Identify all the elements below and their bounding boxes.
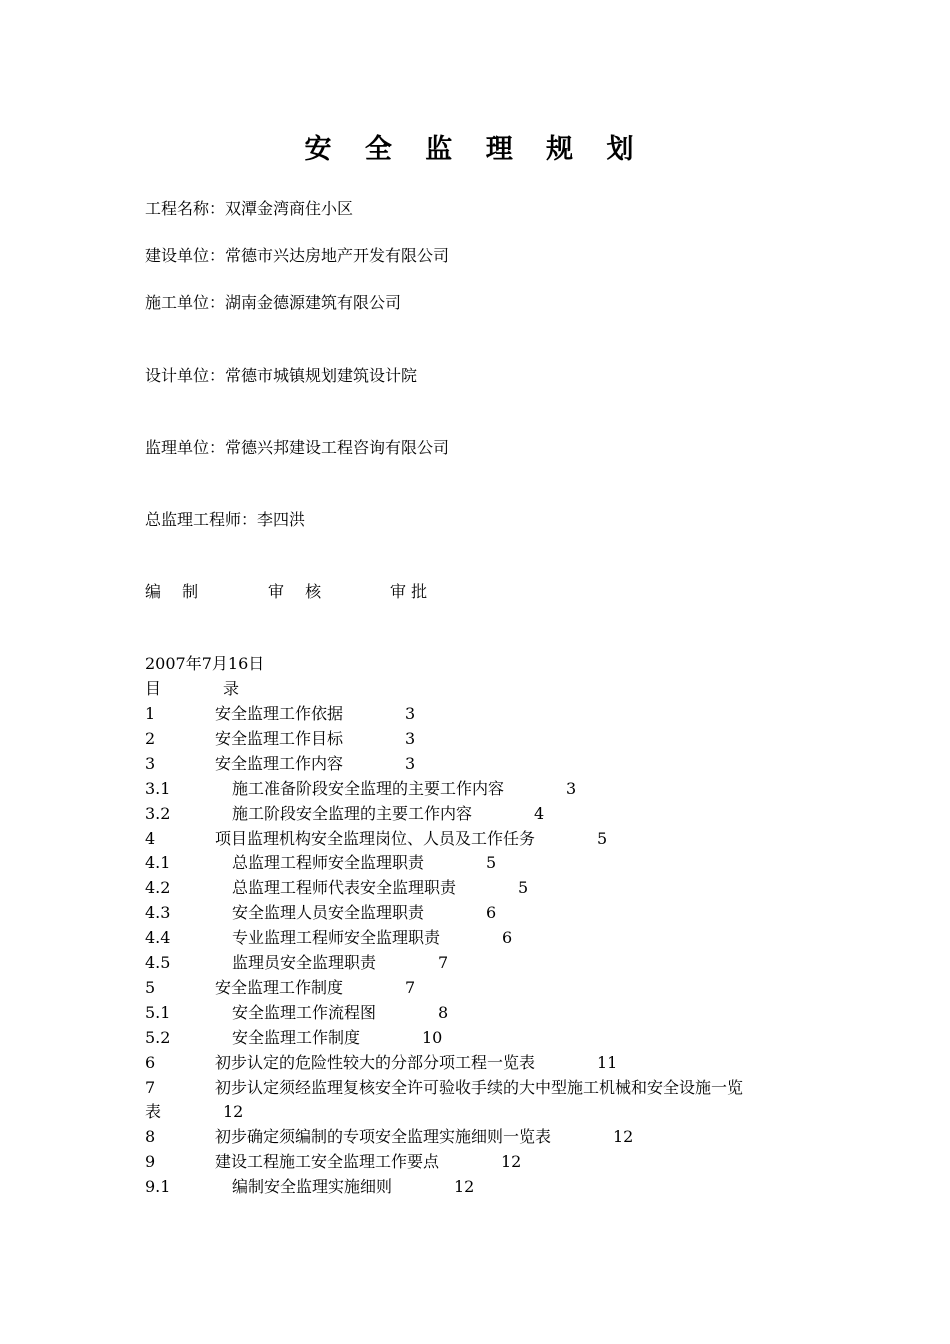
- toc-item-page: 10: [422, 1028, 443, 1047]
- toc-item-page: 6: [486, 903, 497, 922]
- signature-compile: 编 制: [145, 582, 199, 601]
- contractor-unit: 施工单位：湖南金德源建筑有限公司: [145, 293, 402, 312]
- toc-item-text: 编制安全监理实施细则: [232, 1177, 393, 1196]
- project-name: 工程名称：双潭金湾商住小区: [145, 199, 354, 218]
- chief-engineer: 总监理工程师：李四洪: [145, 510, 306, 529]
- toc-item-number: 8: [145, 1127, 156, 1146]
- owner-unit: 建设单位：常德市兴达房地产开发有限公司: [145, 246, 450, 265]
- toc-item-number: 5.1: [145, 1003, 171, 1022]
- signature-review: 审 核: [268, 582, 322, 601]
- toc-item-text: 初步确定须编制的专项安全监理实施细则一览表: [215, 1127, 552, 1146]
- toc-item-text: 总监理工程师安全监理职责: [232, 853, 425, 872]
- toc-item-page: 12: [501, 1152, 522, 1171]
- toc-item-number: 4.4: [145, 928, 171, 947]
- toc-item-page: 5: [597, 829, 608, 848]
- toc-item-text: 安全监理工作目标: [215, 729, 344, 748]
- toc-item-text: 项目监理机构安全监理岗位、人员及工作任务: [215, 829, 536, 848]
- document-title: 安 全 监 理 规 划: [304, 134, 646, 165]
- toc-item-page: 3: [566, 779, 577, 798]
- document-date: 2007年7月16日: [145, 654, 265, 673]
- toc-heading-b: 录: [223, 679, 240, 698]
- toc-item-number: 4.5: [145, 953, 171, 972]
- toc-item-page: 4: [534, 804, 545, 823]
- toc-item-text: 安全监理工作内容: [215, 754, 344, 773]
- toc-item-text: 总监理工程师代表安全监理职责: [232, 878, 457, 897]
- toc-item-number: 7: [145, 1078, 156, 1097]
- signature-approve: 审 批: [390, 582, 428, 601]
- toc-item-page: 7: [438, 953, 449, 972]
- toc-item-number: 4.3: [145, 903, 171, 922]
- toc-item-number: 3.2: [145, 804, 171, 823]
- toc-item-number: 2: [145, 729, 156, 748]
- toc-item-number: 4.2: [145, 878, 171, 897]
- toc-item-text: 监理员安全监理职责: [232, 953, 377, 972]
- toc-item-text: 安全监理人员安全监理职责: [232, 903, 425, 922]
- toc-item-page: 7: [405, 978, 416, 997]
- toc-item-number: 9: [145, 1152, 156, 1171]
- toc-item-page: 5: [486, 853, 497, 872]
- toc-item-page: 3: [405, 754, 416, 773]
- toc-item-page: 12: [454, 1177, 475, 1196]
- toc-item-number: 表: [145, 1102, 162, 1121]
- toc-item-number: 3: [145, 754, 156, 773]
- toc-item-number: 5: [145, 978, 156, 997]
- toc-item-text: 专业监理工程师安全监理职责: [232, 928, 441, 947]
- supervision-unit: 监理单位：常德兴邦建设工程咨询有限公司: [145, 438, 450, 457]
- toc-item-text: 安全监理工作依据: [215, 704, 344, 723]
- toc-item-number: 9.1: [145, 1177, 171, 1196]
- toc-item-page: 3: [405, 729, 416, 748]
- toc-item-text: 建设工程施工安全监理工作要点: [215, 1152, 440, 1171]
- toc-item-number: 4.1: [145, 853, 171, 872]
- toc-item-text: 安全监理工作制度: [232, 1028, 361, 1047]
- toc-item-text: 初步认定须经监理复核安全许可验收手续的大中型施工机械和安全设施一览: [215, 1078, 744, 1097]
- toc-item-page: 11: [597, 1053, 618, 1072]
- toc-item-text: 施工阶段安全监理的主要工作内容: [232, 804, 473, 823]
- toc-item-number: 5.2: [145, 1028, 171, 1047]
- toc-item-text: 初步认定的危险性较大的分部分项工程一览表: [215, 1053, 536, 1072]
- toc-item-page: 6: [502, 928, 513, 947]
- design-unit: 设计单位：常德市城镇规划建筑设计院: [145, 366, 418, 385]
- toc-item-text: 安全监理工作制度: [215, 978, 344, 997]
- toc-item-number: 3.1: [145, 779, 171, 798]
- toc-item-page: 8: [438, 1003, 449, 1022]
- toc-item-page: 5: [518, 878, 529, 897]
- toc-item-text: 安全监理工作流程图: [232, 1003, 377, 1022]
- toc-item-page: 12: [613, 1127, 634, 1146]
- toc-heading-a: 目: [145, 679, 162, 698]
- toc-item-page: 3: [405, 704, 416, 723]
- toc-item-number: 6: [145, 1053, 156, 1072]
- toc-item-number: 1: [145, 704, 156, 723]
- toc-item-text: 施工准备阶段安全监理的主要工作内容: [232, 779, 505, 798]
- toc-item-number: 4: [145, 829, 156, 848]
- toc-item-page: 12: [223, 1102, 244, 1121]
